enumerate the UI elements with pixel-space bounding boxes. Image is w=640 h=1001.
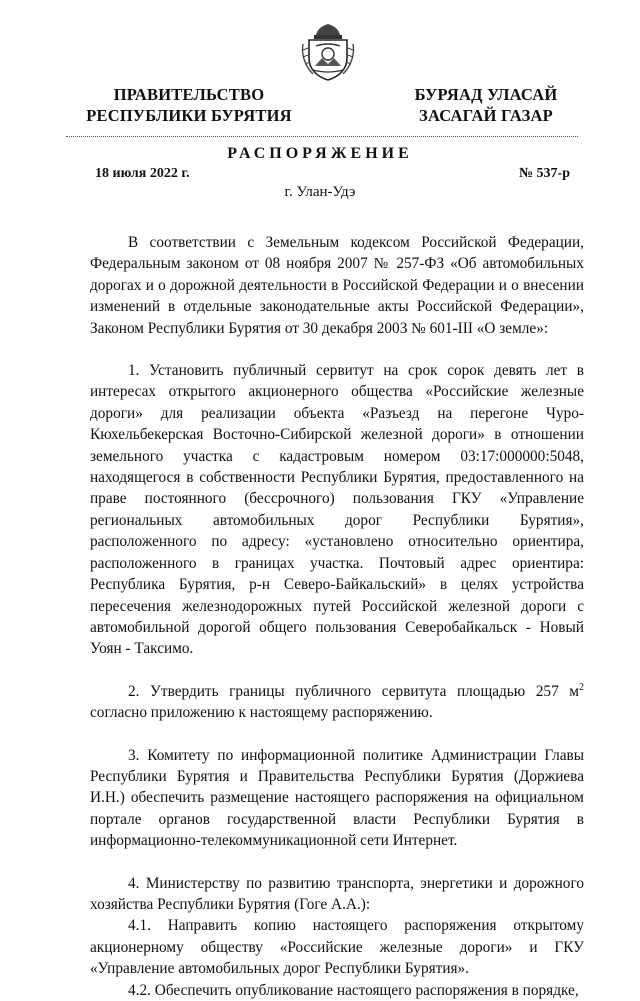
- document-city: г. Улан-Удэ: [284, 184, 356, 200]
- header-divider: [66, 136, 578, 137]
- paragraph-4-2: 4.2. Обеспечить опубликование настоящего распоряжения в порядке,: [128, 981, 579, 999]
- paragraph-3: 3. Комитету по информационной политике Администрации Главы Республики Бурятия и Правительства Республики Бурятия (Доржиева И.Н.) обеспечить размещение настоящего распоряжения на официальном портале органов государственной власти Республики Бурятия в информационно-телекоммуникационной сети Интернет.: [90, 746, 584, 850]
- government-name-line: ЗАСАГАЙ ГАЗАР: [419, 106, 553, 125]
- paragraph-1: 1. Установить публичный сервитут на срок сорок девять лет в интересах открытого акционерного общества «Российские железные дороги» для реализации объекта «Разъезд на перегоне Чуро-Кюхельбекерская Восточно-Сибирской железной дороги» в отношении земельного участка с кадастровым номером 03:17:000000:5048, находящегося в собственности Республики Бурятия, предоставленного на праве постоянного (бессрочного) пользования ГКУ «Управление региональных автомобильных дорог Республики Бурятия», расположенного по адресу: «установлено относительно ориентира, расположенного в границах участка. Почтовый адрес ориентира: Республика Бурятия, р-н Северо-Байкальский» в целях устройства пересечения железнодорожных путей Российской железной дороги с автомобильной дорогой общего пользования Северобайкальск - Новый Уоян - Таксимо.: [90, 362, 584, 658]
- document-type: РАСПОРЯЖЕНИЕ: [227, 145, 413, 162]
- paragraph-4-1: 4.1. Направить копию настоящего распоряжения открытому акционерному обществу «Российские железные дороги» и ГКУ «Управление автомобильных дорог Республики Бурятия».: [90, 917, 584, 978]
- government-name-buryat: [406, 84, 566, 126]
- government-name-russian: [86, 84, 292, 126]
- government-name-line: ПРАВИТЕЛЬСТВО: [113, 85, 265, 104]
- coat-of-arms-icon: [299, 22, 357, 82]
- paragraph-2: [90, 681, 584, 724]
- preamble-paragraph: В соответствии с Земельным кодексом Российской Федерации, Федеральным законом от 08 ноября 2007 № 257-ФЗ «Об автомобильных дорогах и о дорожной деятельности в Российской Федерации и о внесении изменений в отдельные законодательные акты Российской Федерации», Законом Республики Бурятия от 30 декабря 2003 № 601-III «О земле»:: [90, 234, 584, 337]
- document-date: 18 июля 2022 г.: [95, 166, 190, 181]
- paragraph-2-text-end: согласно приложению к настоящему распоряжению.: [90, 704, 433, 722]
- paragraph-4: 4. Министерству по развитию транспорта, энергетики и дорожного хозяйства Республики Бурятия (Гоге А.А.):: [90, 874, 584, 913]
- document-number: № 537-р: [518, 166, 570, 181]
- government-name-line: РЕСПУБЛИКИ БУРЯТИЯ: [86, 106, 292, 125]
- document-body: [90, 232, 584, 1001]
- square-meter-superscript: 2: [579, 681, 584, 693]
- paragraph-2-text: 2. Утвердить границы публичного сервитута площадью 257 м: [128, 682, 579, 700]
- government-name-line: БУРЯАД УЛАСАЙ: [414, 85, 558, 104]
